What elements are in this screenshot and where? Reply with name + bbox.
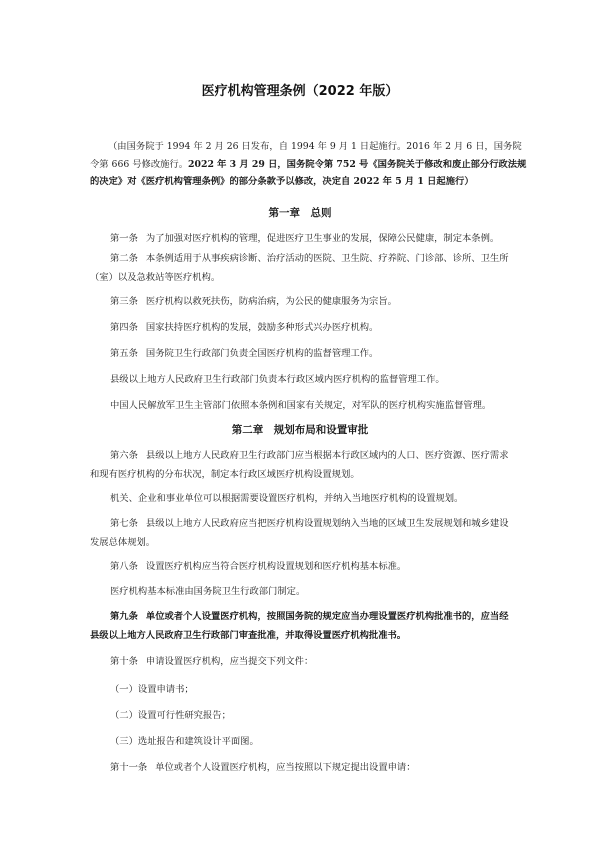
article-10-item-1: （一）设置申请书； <box>110 684 194 695</box>
preface-plain: （由国务院于 1994 年 2 月 26 日发布，自 1994 年 9 月 1 日起施行。2016 年 2 月 6 日，国务院令第 666 号修改施行。 <box>90 141 522 170</box>
article-6 <box>90 446 515 484</box>
article-1-text: 为了加强对医疗机构的管理，促进医疗卫生事业的发展，保障公民健康，制定本条例。 <box>145 233 500 244</box>
article-6-text: 县级以上地方人民政府卫生行政部门应当根据本行政区域内的人口、医疗资源、医疗需求和现有医疗机构的分布状况，制定本行政区域医疗机构设置规划。 <box>90 450 509 480</box>
article-3 <box>90 292 515 311</box>
article-2-number: 第二条 <box>110 253 138 264</box>
article-10-item-3: （三）选址报告和建筑设计平面图。 <box>110 736 259 747</box>
article-2-text: 本条例适用于从事疾病诊断、治疗活动的医院、卫生院、疗养院、门诊部、诊所、卫生所（室）以及急救站等医疗机构。 <box>90 253 509 283</box>
article-7 <box>90 514 515 552</box>
preface-bold: 2022 年 3 月 29 日，国务院令第 752 号《国务院关于修改和废止部分行政法规的决定》对《医疗机构管理条例》的部分条款予以修改，决定自 2022 年 5 月 1 日起施行） <box>90 158 527 187</box>
article-3-text: 医疗机构以救死扶伤，防病治病，为公民的健康服务为宗旨。 <box>145 296 397 307</box>
article-11-number: 第十一条 <box>110 762 148 773</box>
article-10-item-2: （二）设置可行性研究报告； <box>110 710 231 721</box>
article-9 <box>90 607 515 645</box>
article-7-text: 县级以上地方人民政府应当把医疗机构设置规划纳入当地的区域卫生发展规划和城乡建设发展总体规划。 <box>90 518 509 548</box>
article-1 <box>90 229 515 248</box>
article-8-text: 设置医疗机构应当符合医疗机构设置规划和医疗机构基本标准。 <box>145 561 407 572</box>
article-4 <box>90 318 515 337</box>
chapter-2-heading: 第二章 规划布局和设置审批 <box>231 424 369 436</box>
article-5-paragraph-3: 中国人民解放军卫生主管部门依照本条例和国家有关规定，对军队的医疗机构实施监督管理。 <box>110 400 492 411</box>
article-3-number: 第三条 <box>110 296 138 307</box>
article-5-number: 第五条 <box>110 348 138 359</box>
chapter-1-heading: 第一章 总则 <box>268 207 332 219</box>
article-9-number: 第九条 <box>110 611 138 622</box>
article-5 <box>90 344 515 363</box>
preface <box>90 138 530 191</box>
article-8-paragraph-2: 医疗机构基本标准由国务院卫生行政部门制定。 <box>110 586 306 597</box>
article-9-text: 单位或者个人设置医疗机构，按照国务院的规定应当办理设置医疗机构批准书的，应当经县级以上地方人民政府卫生行政部门审查批准，并取得设置医疗机构批准书。 <box>90 611 509 641</box>
article-4-number: 第四条 <box>110 322 138 333</box>
article-10-number: 第十条 <box>110 656 138 667</box>
article-5-text: 国务院卫生行政部门负责全国医疗机构的监督管理工作。 <box>145 348 379 359</box>
article-5-paragraph-2: 县级以上地方人民政府卫生行政部门负责本行政区域内医疗机构的监督管理工作。 <box>110 374 445 385</box>
article-7-number: 第七条 <box>110 518 138 529</box>
article-10 <box>90 652 515 671</box>
article-11-text: 单位或者个人设置医疗机构，应当按照以下规定提出设置申请： <box>155 762 416 773</box>
article-11 <box>90 758 515 777</box>
article-4-text: 国家扶持医疗机构的发展，鼓励多种形式兴办医疗机构。 <box>145 322 379 333</box>
article-8 <box>90 557 515 576</box>
article-6-paragraph-2: 机关、企业和事业单位可以根据需要设置医疗机构，并纳入当地医疗机构的设置规划。 <box>110 493 464 504</box>
article-6-number: 第六条 <box>110 450 138 461</box>
document-title: 医疗机构管理条例（2022 年版） <box>201 84 399 99</box>
article-2 <box>90 249 515 287</box>
article-10-text: 申请设置医疗机构，应当提交下列文件： <box>145 656 314 667</box>
article-8-number: 第八条 <box>110 561 138 572</box>
article-1-number: 第一条 <box>110 233 138 244</box>
